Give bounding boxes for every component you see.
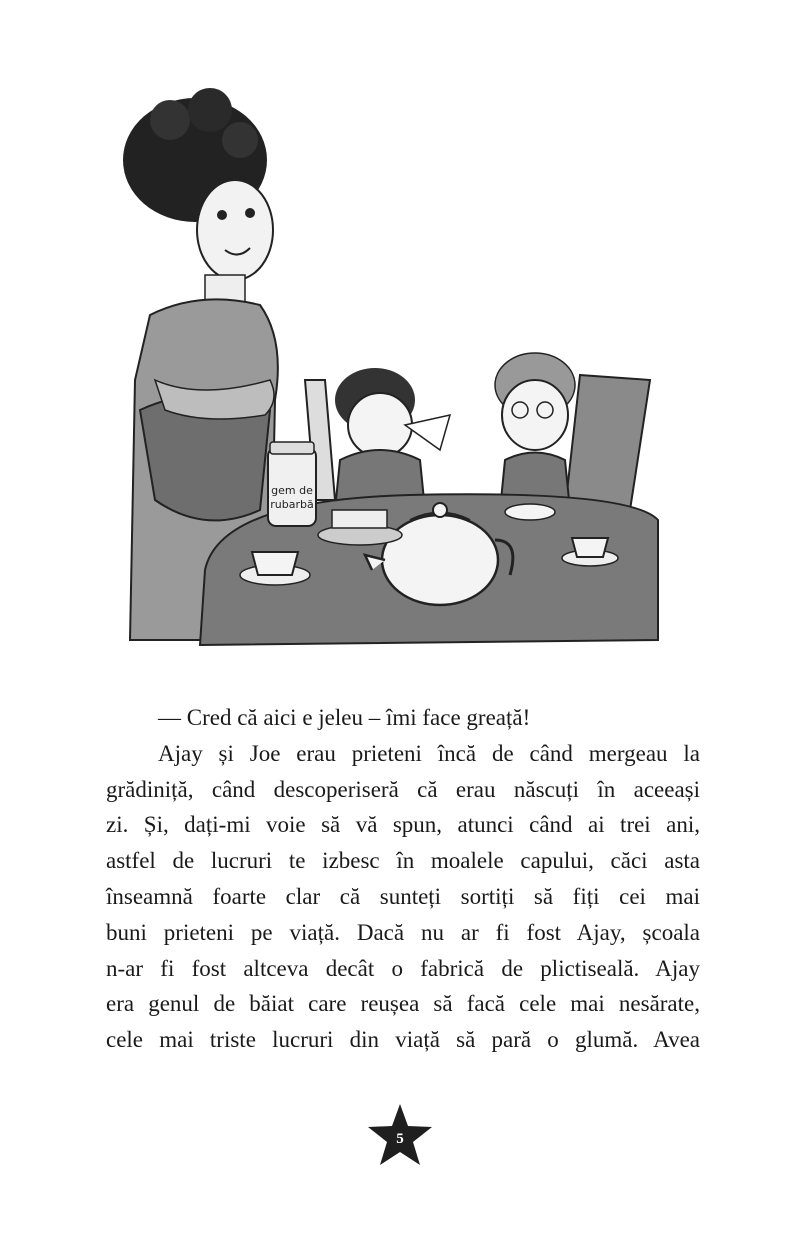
page-number-star <box>366 1102 434 1168</box>
text-line: — Cred că aici e jeleu – îmi face greață! <box>158 705 531 730</box>
text-line: buni prieteni pe viață. Dacă nu ar fi fost Ajay, școala <box>106 919 700 945</box>
tea-party-illustration <box>110 80 670 660</box>
text-line: înseamnă foarte clar că sunteți sortiți să fiți cei mai <box>106 883 700 909</box>
boy-figure-right <box>495 353 575 510</box>
text-line: era genul de băiat care reușea să facă cele mai nesărate, <box>106 991 700 1017</box>
text-line: zi. Și, dați-mi voie să vă spun, atunci când ai trei ani, <box>106 812 700 838</box>
text-line: astfel de lucruri te izbesc în moalele capului, căci asta <box>106 848 700 874</box>
text-line: cele mai triste lucruri din viață să pară o glumă. Avea <box>106 1027 700 1053</box>
jar-label-line2: rubarbă <box>270 498 314 511</box>
bowl <box>505 504 555 520</box>
page-number: 5 <box>396 1131 404 1147</box>
boy-figure-left <box>335 368 450 510</box>
jar-label-line1: gem de <box>271 484 313 497</box>
story-text <box>106 700 700 1058</box>
text-line: grădiniță, când descoperiseră că erau născuți în aceeași <box>106 776 700 802</box>
jam-jar <box>268 442 316 526</box>
text-line: n-ar fi fost altceva decât o fabrică de plictiseală. Ajay <box>106 955 700 981</box>
text-line: Ajay și Joe erau prieteni încă de când mergeau la <box>158 740 700 766</box>
